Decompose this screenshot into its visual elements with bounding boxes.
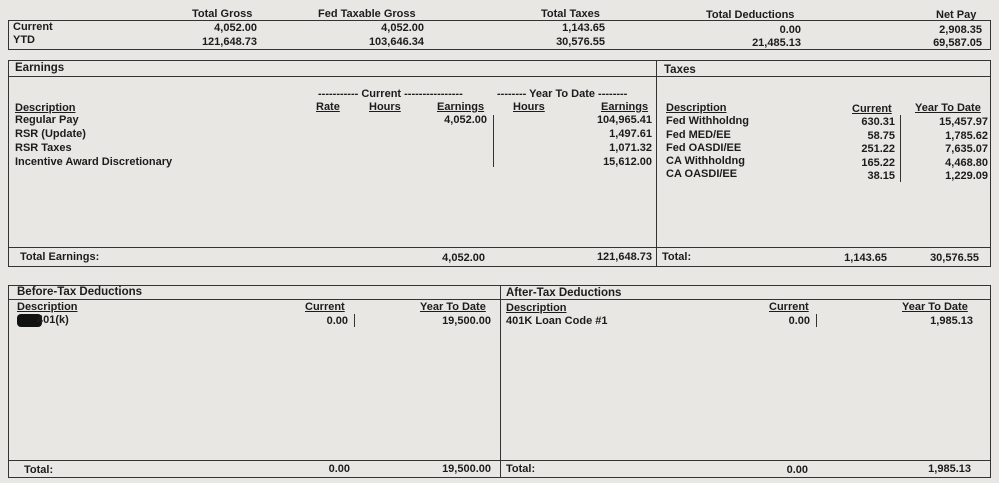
after-tax-col-ytd: Year To Date xyxy=(902,301,968,313)
earnings-row-description: Incentive Award Discretionary xyxy=(15,156,173,168)
summary-current-total-taxes: 1,143.65 xyxy=(562,22,605,34)
taxes-total-ytd: 30,576.55 xyxy=(930,252,979,264)
earnings-col-hours: Hours xyxy=(369,101,401,113)
taxes-row-ytd: 15,457.97 xyxy=(939,116,988,128)
earnings-row-ytd: 104,965.41 xyxy=(596,114,652,126)
summary-ytd-total-taxes: 30,576.55 xyxy=(556,36,605,48)
earnings-row-description: RSR (Update) xyxy=(15,128,86,140)
after-tax-total-label: Total: xyxy=(506,463,536,475)
earnings-ytd-group-label: -------- Year To Date -------- xyxy=(497,88,628,100)
before-tax-col-ytd: Year To Date xyxy=(420,301,486,313)
summary-header-total-gross: Total Gross xyxy=(192,8,253,20)
deductions-total-rule xyxy=(8,460,991,461)
summary-header-net-pay: Net Pay xyxy=(936,9,977,21)
after-tax-row-ytd: 1,985.13 xyxy=(930,315,973,327)
summary-current-total-gross: 4,052.00 xyxy=(214,22,257,34)
earnings-total-rule xyxy=(8,247,991,248)
taxes-row-ytd: 4,468.80 xyxy=(945,157,988,169)
taxes-row-ytd: 1,229.09 xyxy=(945,170,988,182)
taxes-title: Taxes xyxy=(664,64,696,76)
after-tax-col-current: Current xyxy=(769,301,809,313)
taxes-row-ytd: 1,785.62 xyxy=(945,130,988,142)
taxes-col-current: Current xyxy=(852,103,892,115)
earnings-row-ytd: 1,071.32 xyxy=(609,142,652,154)
taxes-row-description: CA Withholdng xyxy=(666,155,745,167)
summary-ytd-net-pay: 69,587.05 xyxy=(933,37,982,49)
earnings-column-rule xyxy=(493,115,494,167)
before-tax-row-description: 401(k) xyxy=(37,314,69,326)
taxes-row-description: Fed Withholdng xyxy=(666,115,749,127)
before-tax-column-rule xyxy=(354,314,355,327)
summary-ytd-fed-taxable: 103,646.34 xyxy=(368,36,424,48)
summary-box xyxy=(8,20,991,50)
earnings-col-description: Description xyxy=(15,102,76,114)
deductions-divider xyxy=(500,285,501,478)
summary-current-net-pay: 2,908.35 xyxy=(939,24,982,36)
after-tax-col-description: Description xyxy=(506,302,567,314)
after-tax-row-current: 0.00 xyxy=(788,315,810,327)
earnings-total-current: 4,052.00 xyxy=(442,252,485,264)
summary-ytd-total-gross: 121,648.73 xyxy=(201,36,257,48)
before-tax-title: Before-Tax Deductions xyxy=(17,286,143,298)
before-tax-col-description: Description xyxy=(17,301,78,313)
summary-current-label: Current xyxy=(13,21,53,33)
summary-ytd-total-deductions: 21,485.13 xyxy=(752,37,801,49)
earnings-row-description: Regular Pay xyxy=(15,114,79,126)
earnings-col-rate: Rate xyxy=(316,101,340,113)
earnings-col-ytd-hours: Hours xyxy=(513,101,545,113)
earnings-row-ytd: 1,497.61 xyxy=(609,128,652,140)
before-tax-total-current: 0.00 xyxy=(328,463,350,475)
taxes-row-ytd: 7,635.07 xyxy=(945,143,988,155)
taxes-row-current: 38.15 xyxy=(867,170,895,182)
summary-header-total-taxes: Total Taxes xyxy=(541,8,600,20)
earnings-row-ytd: 15,612.00 xyxy=(603,156,652,168)
earnings-current-group-label: ----------- Current ---------------- xyxy=(318,88,463,100)
taxes-row-current: 58.75 xyxy=(867,130,895,142)
summary-header-fed-taxable-gross: Fed Taxable Gross xyxy=(318,8,416,20)
taxes-total-current: 1,143.65 xyxy=(844,252,887,264)
taxes-row-description: Fed MED/EE xyxy=(666,129,731,141)
earnings-taxes-divider xyxy=(656,60,657,267)
taxes-total-label: Total: xyxy=(662,251,692,263)
taxes-col-ytd: Year To Date xyxy=(915,102,981,114)
taxes-row-description: Fed OASDI/EE xyxy=(666,142,742,154)
earnings-row-current: 4,052.00 xyxy=(444,114,487,126)
before-tax-row-current: 0.00 xyxy=(326,315,348,327)
taxes-row-current: 630.31 xyxy=(861,116,895,128)
before-tax-row-ytd: 19,500.00 xyxy=(442,315,491,327)
deductions-title-rule xyxy=(8,299,991,300)
after-tax-title: After-Tax Deductions xyxy=(506,287,622,299)
summary-header-total-deductions: Total Deductions xyxy=(706,9,795,21)
after-tax-column-rule xyxy=(816,314,817,327)
before-tax-total-label: Total: xyxy=(24,464,54,476)
earnings-title: Earnings xyxy=(15,62,65,74)
after-tax-total-current: 0.00 xyxy=(786,464,808,476)
earnings-col-ytd-earnings: Earnings xyxy=(601,101,649,113)
summary-ytd-label: YTD xyxy=(13,34,35,46)
summary-current-total-deductions: 0.00 xyxy=(779,24,801,36)
after-tax-total-ytd: 1,985.13 xyxy=(928,463,971,475)
taxes-row-current: 251.22 xyxy=(861,143,895,155)
taxes-row-description: CA OASDI/EE xyxy=(666,168,738,180)
before-tax-col-current: Current xyxy=(305,301,345,313)
earnings-total-ytd: 121,648.73 xyxy=(596,251,652,263)
after-tax-row-description: 401K Loan Code #1 xyxy=(506,315,608,327)
taxes-col-description: Description xyxy=(666,102,727,114)
taxes-row-current: 165.22 xyxy=(861,157,895,169)
before-tax-total-ytd: 19,500.00 xyxy=(442,463,491,475)
earnings-row-description: RSR Taxes xyxy=(15,142,72,154)
earnings-title-rule xyxy=(8,76,991,77)
summary-current-fed-taxable: 4,052.00 xyxy=(381,22,424,34)
earnings-total-label: Total Earnings: xyxy=(20,251,100,263)
earnings-col-earnings: Earnings xyxy=(437,101,485,113)
